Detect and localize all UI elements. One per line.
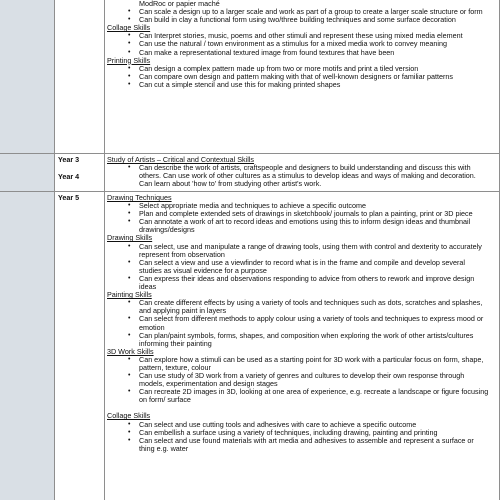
list-item: • Can build in clay a functional form using two/three building techniques and some surface decoration [128,15,456,25]
list-item: • Can design a complex pattern made up from two or more motifs and print a tiled version [128,63,419,73]
year-column [0,0,54,500]
list-item: • Can express their ideas and observations responding to advice from others to rework and improve design ideas [128,273,475,292]
bullet-icon: • [128,315,131,323]
list-item: • Can compare own design and pattern making with that of well-known designers or familiar patterns [128,71,454,81]
bullet-icon: • [128,164,131,172]
bullet-icon: • [128,436,131,444]
section-heading: Study of Artists – Critical and Contextual Skills [107,155,255,164]
bullet-icon: • [128,388,131,396]
list-item: • Can select and use cutting tools and adhesives with care to achieve a specific outcome [128,419,417,429]
list-item: • Can create different effects by using a variety of tools and techniques such as dots, scratches and splashes, and applying paint in layers [128,298,483,316]
list-item: • Select appropriate media and techniques to achieve a specific outcome [128,201,366,211]
section-heading: Collage Skills [107,411,151,421]
list-item: • Can Interpret stories, music, poems and other stimuli and represent these using mixed media element [128,31,463,41]
bullet-icon: • [128,218,131,226]
row-content [107,0,489,89]
list-item: • Can use the natural / town environment as a stimulus for a mixed media work to convey meaning [128,39,448,49]
list-item: • Plan and complete extended sets of drawings in sketchbook/ journals to plan a painting, print or 3D piece [128,209,473,219]
row-divider [0,153,500,154]
bullet-icon: • [128,64,131,72]
bullet-icon: • [128,8,131,16]
bullet-icon: • [128,32,131,40]
bullet-icon: • [128,274,131,282]
section-heading: Collage Skills [107,23,151,33]
bullet-icon: • [128,210,131,218]
list-item: • Can plan/paint symbols, forms, shapes, and composition when exploring the work of other artists/cultures informing their painting [128,330,474,348]
list-item: • Can recreate 2D images in 3D, looking at one area of experience, e.g. recreate a landscape or figure focusing on form/ surface [128,387,489,405]
list-item: • Can cut a simple stencil and use this for making printed shapes [128,79,341,89]
bullet-icon: • [128,80,131,88]
section-heading: Drawing Skills [107,233,153,243]
bullet-icon: • [128,202,131,210]
year-label: Year 3 [58,155,80,164]
bullet-icon: • [128,420,131,428]
list-item: • Can make a representational textured image from found textures that have been [128,47,395,57]
list-item: • Can select from different methods to apply colour using a variety of tools and techniques to express mood or emotion [128,314,484,332]
row-content [107,156,489,188]
bullet-icon: • [128,355,131,363]
spacer [107,404,489,412]
list-item: • Can annotate a work of art to record ideas and emotions using this to inform design ideas and thumbnail drawings/designs [128,217,471,235]
table-border [54,0,55,500]
list-item: • Can explore how a stimuli can be used as a starting point for 3D work with a particular focus on form, shape, pattern, texture, colour [128,354,484,372]
bullet-icon: • [128,16,131,24]
bullet-icon: • [128,299,131,307]
bullet-icon: • [128,372,131,380]
list-item: ModRoc or papier maché [139,0,220,8]
bullet-icon: • [128,40,131,48]
list-item: • Can embellish a surface using a variety of techniques, including drawing, painting and printing [128,427,438,437]
section-heading: Printing Skills [107,55,151,65]
section-heading: Painting Skills [107,290,152,300]
list-item: • Can select and use found materials with art media and adhesives to assemble and represent a surface or thing e.g. water [128,435,474,453]
list-item: • Can scale a design up to a larger scale and work as part of a group to create a larger scale structure or form [128,7,483,17]
row-content [107,194,489,453]
bullet-icon: • [128,331,131,339]
list-item: • Can use study of 3D work from a variety of genres and cultures to develop their own response through models, experimentation and design stages [128,371,465,389]
bullet-icon: • [128,48,131,56]
list-item: • Can select, use and manipulate a range of drawing tools, using them with control and dexterity to accurately represent from observation [128,241,482,259]
bullet-icon: • [128,242,131,250]
bullet-icon: • [128,258,131,266]
row-divider [0,191,500,192]
year-label: Year 4 [58,172,80,181]
list-item: • Can select a view and use a viewfinder to record what is in the frame and compile and develop several studies as visual evidence for a purpose [128,257,466,275]
bullet-icon: • [128,428,131,436]
section-heading: 3D Work Skills [107,346,154,356]
list-item: • Can describe the work of artists, craftspeople and designers to build understanding and discuss this with others. Can use work of other cultures as a stimulus to develop ideas and ways of making and decoration. Can learn about 'how to' from studying other artist's work. [128,163,476,189]
table-border [104,0,105,500]
year-label: Year 5 [58,193,80,202]
section-heading: Drawing Techniques [107,193,172,202]
bullet-icon: • [128,72,131,80]
